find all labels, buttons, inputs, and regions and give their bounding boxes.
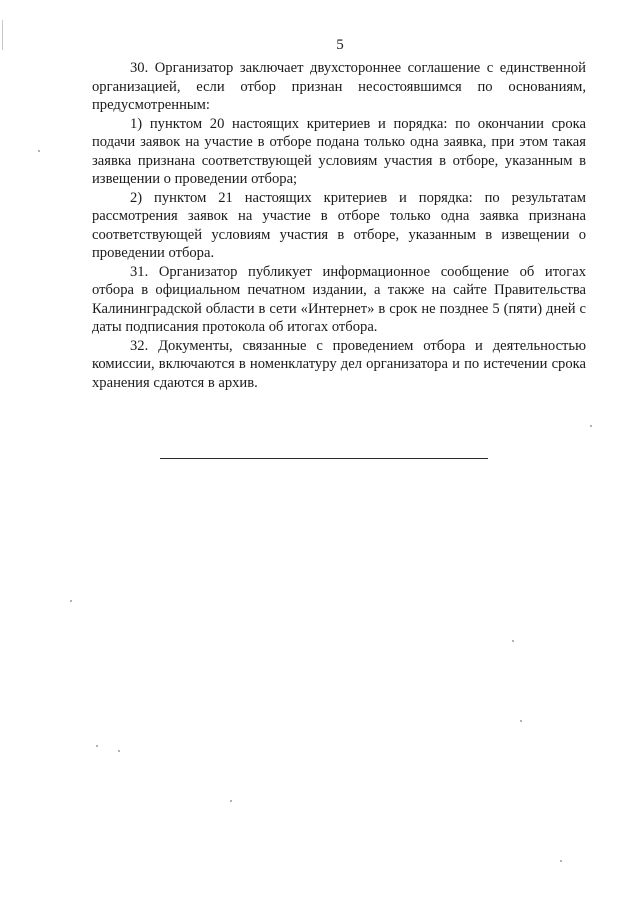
scan-speck — [230, 800, 232, 802]
paragraph-32: 32. Документы, связанные с проведением отбора и деятельностью комиссии, включаются в номенклатуру дел организатора и по истечении срока хранения сдаются в архив. — [92, 337, 586, 391]
paragraph-30: 30. Организатор заключает двухстороннее соглашение с единственной организацией, если отбор признан несостоявшимся по основаниям, предусмотренным: — [92, 60, 586, 113]
paragraph-30-item-2: 2) пунктом 21 настоящих критериев и порядка: по результатам рассмотрения заявок на участие в отборе только одна заявка признана соответствующей условиям участия в отборе, указанным в извещении о проведении отбора. — [92, 189, 586, 261]
scan-speck — [590, 425, 592, 427]
scan-speck — [38, 150, 40, 152]
scan-speck — [70, 600, 72, 602]
page-number: 5 — [336, 37, 344, 53]
document-body — [92, 59, 586, 392]
paragraph-31: 31. Организатор публикует информационное сообщение об итогах отбора в официальном печатном издании, а также на сайте Правительства Калининградской области в сети «Интернет» в срок не позднее 5 (пяти) дней с даты подписания протокола об итогах отбора. — [92, 263, 586, 335]
scan-speck — [560, 860, 562, 862]
scan-speck — [118, 750, 120, 752]
paragraph-30-item-1: 1) пунктом 20 настоящих критериев и порядка: по окончании срока подачи заявок на участие в отборе подана только одна заявка, при этом такая заявка признана соответствующей условиям участия в отборе, указанным в извещении о проведении отбора; — [92, 115, 586, 187]
scan-speck — [512, 640, 514, 642]
scan-speck — [96, 745, 98, 747]
end-of-document-divider — [160, 458, 488, 459]
scan-speck — [520, 720, 522, 722]
scan-edge-mark — [2, 20, 3, 50]
